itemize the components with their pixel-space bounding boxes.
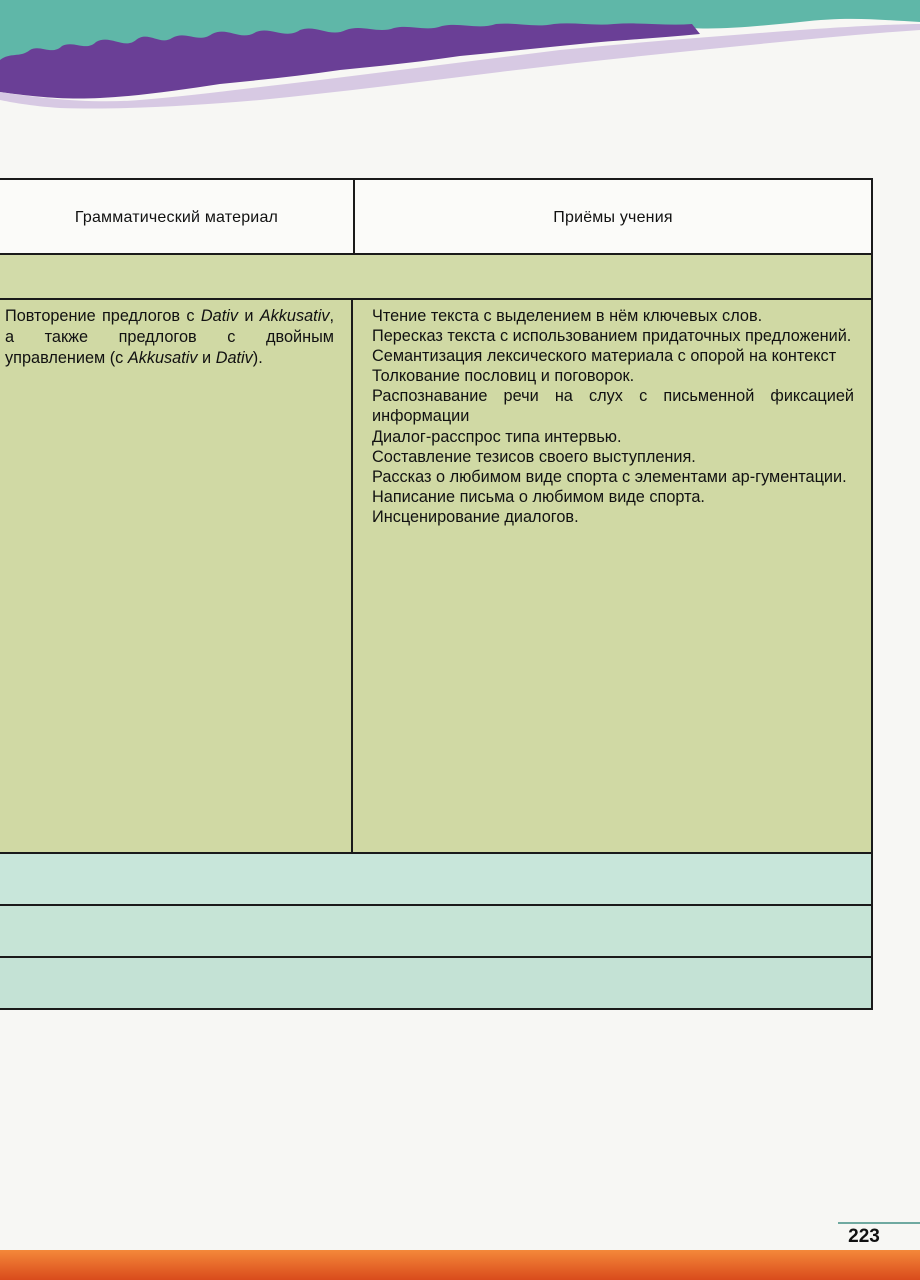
grammar-text-italic: Dativ	[200, 307, 238, 325]
grammar-text: , а также предлогов с двойным управлением (с	[5, 307, 334, 367]
grammar-text-italic: Dativ	[215, 349, 253, 367]
method-item: Диалог-расспрос типа интервью.	[372, 427, 622, 446]
method-item: Распознавание речи на слух с письменной фиксацией информации	[372, 387, 854, 426]
page-number-rule	[838, 1222, 920, 1224]
grammar-text: и	[238, 307, 260, 325]
method-item: Пересказ текста с использованием придаточных предложений.	[372, 327, 852, 346]
method-item: Семантизация лексического материала с опорой на контекст	[372, 347, 837, 366]
table-header-row	[0, 178, 873, 255]
method-item: Написание письма о любимом виде спорта.	[372, 487, 705, 506]
grammar-text-italic: Akkusativ	[259, 307, 330, 325]
page-number: 223	[848, 1226, 880, 1247]
grammar-text-italic: Akkusativ	[127, 349, 198, 367]
method-item: Чтение текста с выделением в нём ключевых слов.	[372, 307, 763, 325]
grammar-text: ).	[252, 349, 263, 367]
method-item: Составление тезисов своего выступления.	[372, 447, 696, 466]
method-item: Толкование пословиц и поговорок.	[372, 367, 635, 386]
method-item: Рассказ о любимом виде спорта с элементами ар-гументации.	[372, 467, 847, 486]
grammar-cell	[0, 300, 353, 852]
grammar-text: Повторение предлогов с	[5, 307, 201, 325]
methods-cell	[355, 300, 871, 852]
grammar-text: и	[197, 349, 216, 367]
footer-band	[0, 1250, 920, 1280]
empty-teal-row	[0, 958, 873, 1010]
method-item: Инсценирование диалогов.	[372, 507, 579, 526]
section-title-row	[0, 255, 873, 300]
header-methods: Приёмы учения	[553, 208, 673, 226]
content-row	[0, 300, 873, 854]
header-decoration	[0, 0, 920, 110]
header-grammar: Грамматический материал	[0, 180, 355, 255]
empty-teal-row	[0, 854, 873, 906]
empty-teal-row	[0, 906, 873, 958]
